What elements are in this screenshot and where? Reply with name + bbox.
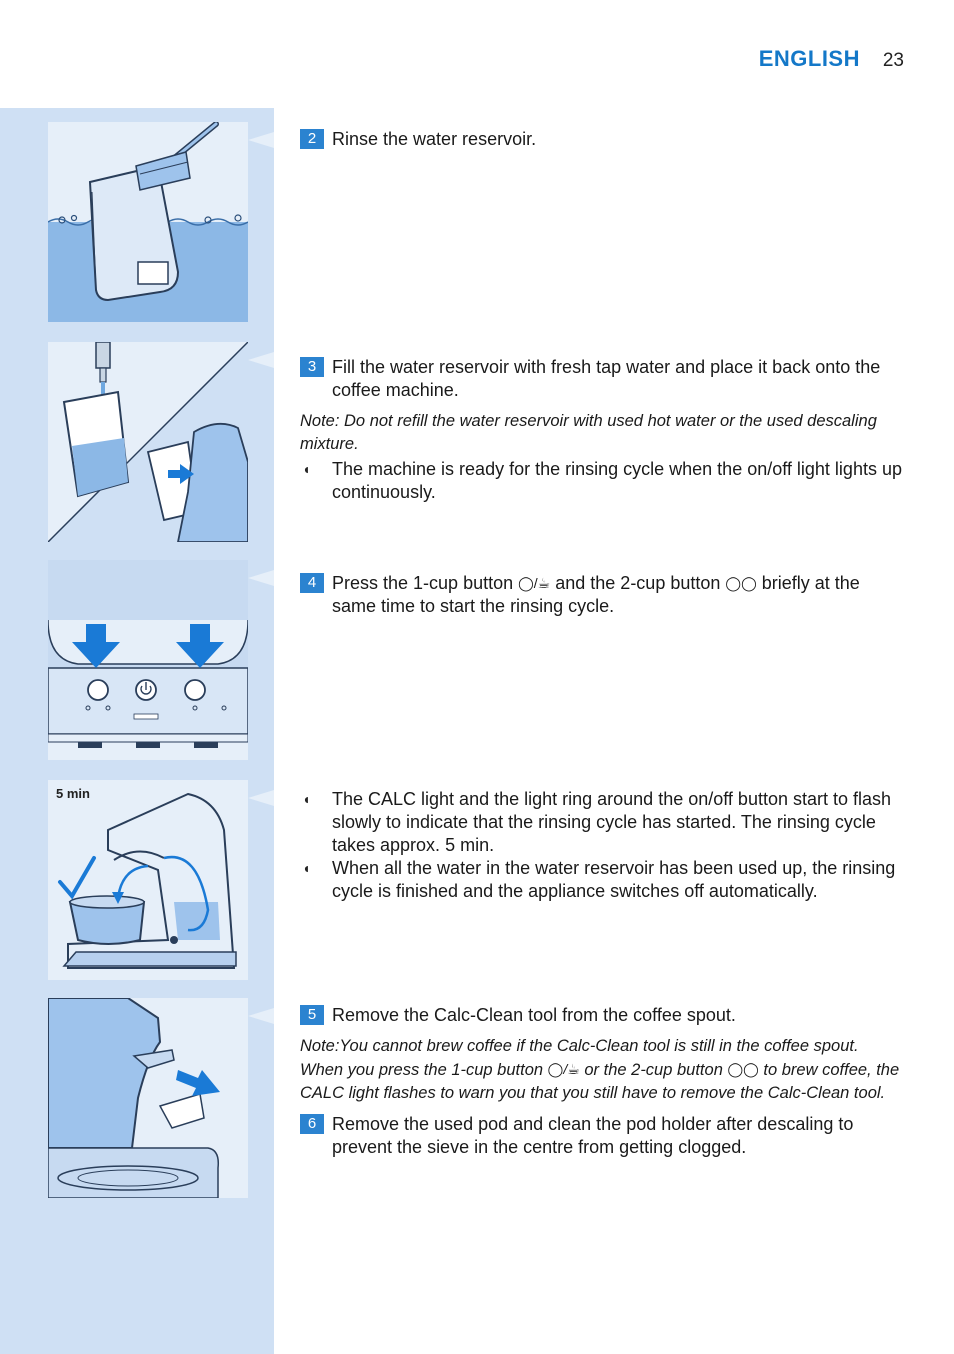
section-step-4 [300, 572, 906, 626]
illustration-remove-calc-clean [48, 998, 248, 1198]
section-step-3 [300, 356, 906, 504]
triangle-bullet-icon: ◖ [302, 791, 311, 807]
section-rinsing-info [300, 788, 906, 903]
step-item [300, 356, 906, 402]
note-text: Note: Do not refill the water reservoir with used hot water or the used descaling mixture. [300, 412, 877, 453]
language-heading: ENGLISH [758, 46, 860, 71]
triangle-bullet-icon: ◖ [302, 461, 311, 477]
section-step-2 [300, 128, 906, 159]
step-text-part: Press the 1-cup button [332, 573, 514, 593]
step-number-badge: 4 [300, 573, 324, 593]
note-text-part: Note:You cannot brew coffee if the Calc-Clean tool is still in the coffee spout. When you press the 1-cup button [300, 1037, 859, 1079]
step-number-badge: 6 [300, 1114, 324, 1134]
step-text: Remove the Calc-Clean tool from the coffee spout. [332, 1005, 736, 1025]
note-text [300, 1035, 906, 1105]
step-text-part: briefly at the same time to start the rinsing cycle. [332, 573, 860, 616]
step-item [300, 128, 906, 151]
step-text-part: and the 2-cup button [555, 573, 721, 593]
step-number-badge: 5 [300, 1005, 324, 1025]
rinse-time-label: 5 min [56, 786, 90, 801]
bullet-text: The machine is ready for the rinsing cycle when the on/off light lights up continuously. [332, 459, 902, 502]
step-text: Remove the used pod and clean the pod holder after descaling to prevent the sieve in the centre from getting clogged. [332, 1114, 854, 1157]
bullet-text: When all the water in the water reservoir has been used up, the rinsing cycle is finished and the appliance switches off automatically. [332, 858, 896, 901]
step-number-badge: 2 [300, 129, 324, 149]
note-text-part: to brew coffee, the CALC light flashes to warn you that you still have to remove the Calc-Clean tool. [300, 1061, 900, 1102]
section-step-5-6 [300, 1004, 906, 1167]
result-bullet [300, 458, 906, 504]
illustration-press-buttons [48, 560, 248, 760]
result-bullet [300, 857, 906, 903]
result-bullet [300, 788, 906, 857]
step-text: Rinse the water reservoir. [332, 129, 537, 149]
step-number-badge: 3 [300, 357, 324, 377]
step-text: Fill the water reservoir with fresh tap water and place it back onto the coffee machine. [332, 357, 881, 400]
step-item [300, 1113, 906, 1159]
one-cup-icon: ◯/☕ [547, 1061, 580, 1077]
note-text-part: or the 2-cup button [584, 1061, 723, 1079]
step-item [300, 572, 906, 618]
illustration-rinsing-cycle [48, 780, 248, 980]
illustration-pointer [248, 570, 274, 586]
illustration-pointer [248, 1008, 274, 1024]
page-number: 23 [882, 50, 904, 71]
step-item [300, 1004, 906, 1027]
illustration-pointer [248, 352, 274, 368]
illustration-rinse-reservoir [48, 122, 248, 322]
illustration-pointer [248, 790, 274, 806]
illustration-pointer [248, 132, 274, 148]
triangle-bullet-icon: ◖ [302, 860, 311, 876]
illustration-fill-reservoir [48, 342, 248, 542]
two-cup-icon: ◯◯ [725, 575, 757, 591]
two-cup-icon: ◯◯ [727, 1061, 759, 1077]
one-cup-icon: ◯/☕ [518, 575, 551, 591]
bullet-text: The CALC light and the light ring around the on/off button start to flash slowly to indicate that the rinsing cycle has started. The rinsing cycle takes approx. 5 min. [332, 789, 892, 855]
